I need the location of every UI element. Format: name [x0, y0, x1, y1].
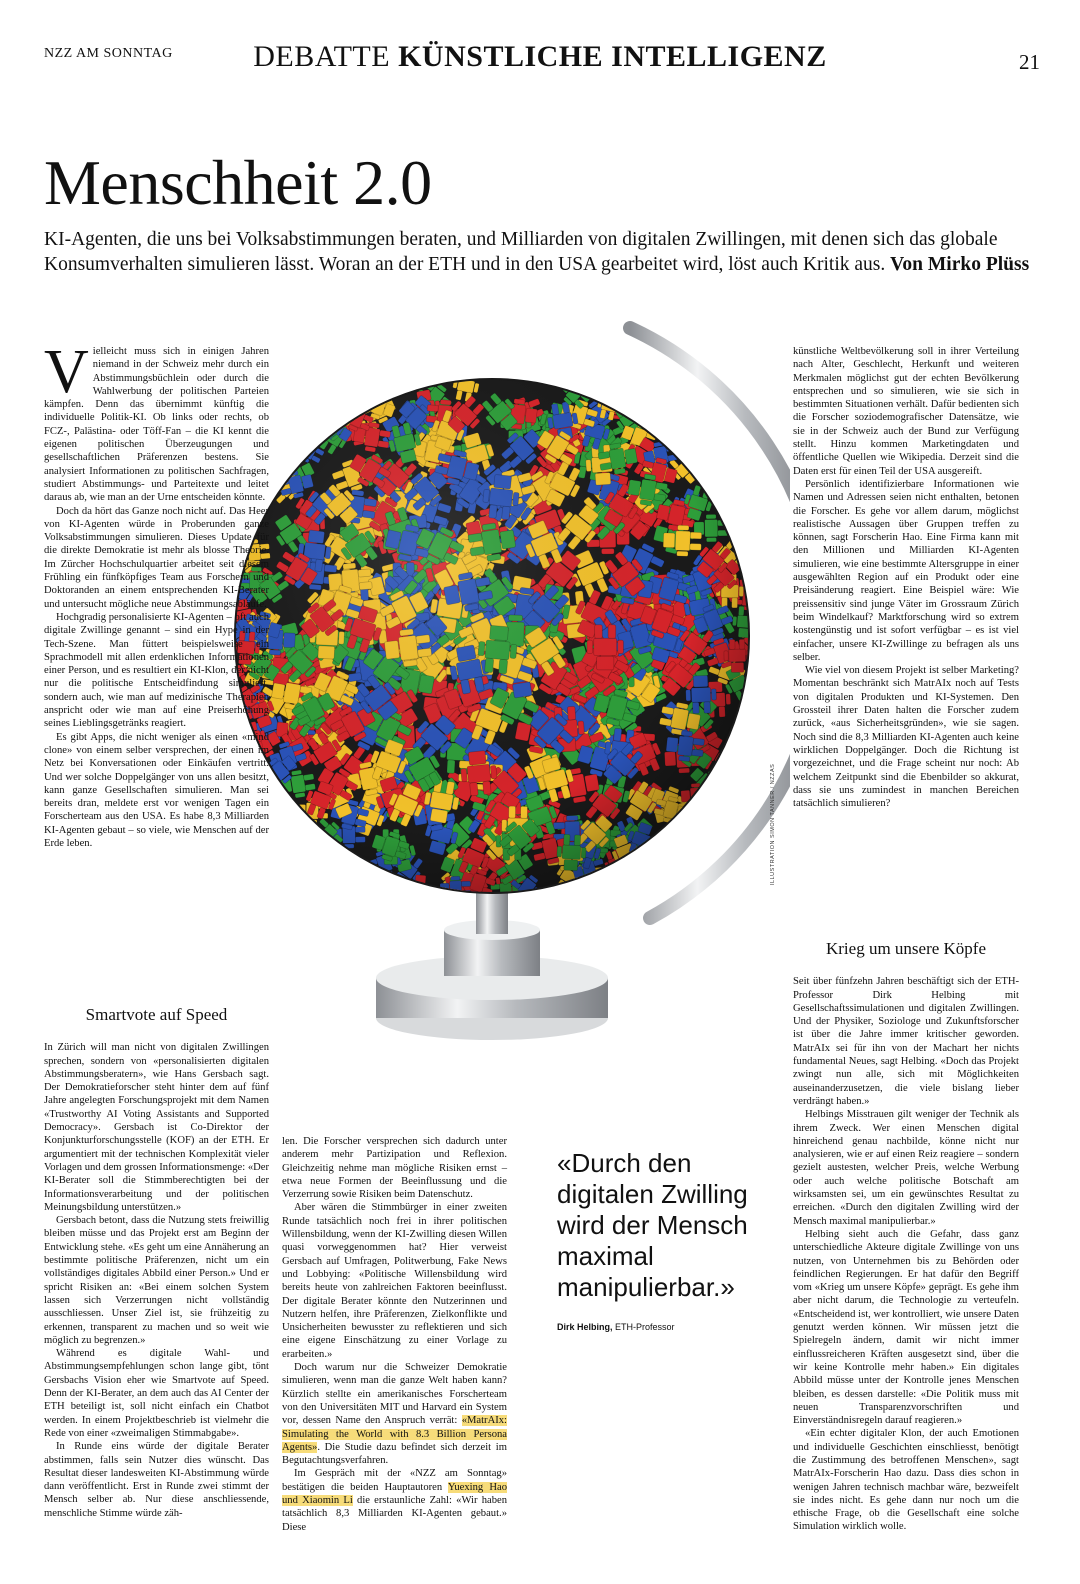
lead-paragraph	[44, 228, 1034, 277]
paragraph: Helbing sieht auch die Gefahr, dass ganz unterschiedliche Akteure digitale Zwillinge von uns nutzen, von Unternehmen bis zu Behörden oder feindlichen Regierungen. Er hat dafür den Begriff vom «Krieg um unsere Köpfe» geprägt. Es gehe ihm aber nicht darum, die Technologie zu verteufeln. «Entscheidend ist, wer kontrolliert, wie unsere Daten genutzt werden können. Wir müssen jetzt die Spielregeln ändern, damit wir nicht immer einflussreicheren Kräften ausgesetzt sind, über die wir keine Kontrolle mehr haben.» Ein digitales Abbild müsse unter der Kontrolle jenes Menschen bleiben, es dessen darstelle: «Die Politik muss mit neuen Transparenzvorschriften und Einverständnisregeln darauf reagieren.»	[793, 1228, 1019, 1427]
paragraph	[282, 1361, 507, 1467]
paragraph: In Zürich will man nicht von digitalen Zwillingen sprechen, sondern von «personalisierten digitalen Abstimmungsberatern», wie Hans Gersbach sagt. Der Demokratieforscher steht hinter dem auf fünf Jahre angelegten Forschungsprojekt mit dem Namen «Trustworthy AI Voting Assistants and Supported Democracy». Gersbach ist Co-Direktor der Konjunkturforschungsstelle (KOF) an der ETH. Er argumentiert mit der technischen Komplexität vieler Vorlagen und dem grossen Informationsmenge: «Der KI-Berater soll die Stimmberechtigten bei der Informationsverarbeitung und der politischen Meinungsbildung unterstützen.»	[44, 1042, 269, 1213]
column-2	[282, 1135, 507, 1534]
quote-author: Dirk Helbing,	[557, 1322, 613, 1332]
pull-quote: «Durch den digitalen Zwilling wird der Mensch maximal manipulierbar.»	[557, 1148, 748, 1302]
column-1	[44, 338, 269, 850]
paragraph: Wie viel von diesem Projekt ist selber Marketing? Momentan beschränkt sich MatrAIx noch auf Tests von digitalen Produkten und KI-Systemen. Den Grossteil ihrer Daten halten die Forscher zudem zurück, «aus Sicherheitsgründen», wie sie sagen. Noch sind die 8,3 Milliarden KI-Agenten auch keine wirklichen Doppelgänger. Doch die Richtung ist vorgezeichnet, und die Frage scheint nur noch: Ab welchem Zeitpunkt sind die Ebenbilder so akkurat, dass sie uns zumindest in manchen Bereichen tatsächlich simulieren?	[793, 665, 1019, 810]
page-number: 21	[1019, 50, 1040, 74]
byline: Von Mirko Plüss	[890, 253, 1030, 275]
paragraph-text: die erstaunliche Zahl: «Wir haben tatsächlich 8,3 Milliarden KI-Agenten gebaut.» Diese	[282, 1495, 507, 1533]
paragraph: Persönlich identifizierbare Informationen wie Namen und Adressen seien nicht enthalten, betonen die Forscher. Es gehe vor allem darum, möglichst realistische Aussagen über Gruppen treffen zu können, sagt Forscherin Hao. Eine Firma kann mit den Millionen und Milliarden KI-Agenten simulieren, wie eine bestimmte Altersgruppe in einer ausgewählten Region auf ein Produkt oder eine Preisänderung reagiert. Eine Beispiel wäre: Wie preissensitiv sind junge Väter im Grossraum Zürich beim Windelkauf? Marktforschung wird so extrem kostengünstig und ist sofort verfügbar – es ist viel einfacher, unsere KI-Zwillinge zu befragen als uns selber.	[793, 478, 1019, 663]
drop-cap: V	[44, 338, 89, 406]
headline: Menschheit 2.0	[44, 147, 432, 218]
highlighted-study-title: «MatrAIx: Simulating the World with 8.3 Billion Persona Agents»	[282, 1415, 507, 1453]
paragraph: In Runde eins würde der digitale Berater abstimmen, falls sein Nutzer dies wünscht. Das Resultat dieser landesweiten KI-Abstimmung würde dann veröffentlicht. Erst in Runde zwei stimmt der Mensch selber ab. Nur diese anschliessende, menschliche Stimme würde zäh-	[44, 1441, 269, 1519]
paragraph: len. Die Forscher versprechen sich dadurch unter anderem mehr Partizipation und Reflexion. Gleichzeitig nehme man mögliche Risiken ernst – etwa neue Formen der Beeinflussung und die Verzerrung sowie Risiken beim Datenschutz.	[282, 1136, 507, 1201]
paragraph-text: . Die Studie dazu befindet sich derzeit im Begutachtungsverfahren.	[282, 1441, 507, 1467]
illustration-credit: ILLUSTRATION SIMON TANNER / NZZAS	[770, 763, 776, 885]
globe-illustration	[210, 318, 790, 1058]
paragraph: Doch da hört das Ganze noch nicht auf. Das Heer von KI-Agenten würde in Proberunden ganze Volksabstimmungen simulieren. Dieses Update für die direkte Demokratie ist mehr als blosse Theorie. Im Zürcher Hochschulquartier arbeitet seit diesem Frühling ein fünfköpfiges Team aus Forschern und Doktoranden an einem entsprechenden KI-Berater und untersucht mögliche neue Abstimmungsabläufe.	[44, 505, 269, 610]
paragraph: künstliche Weltbevölkerung soll in ihrer Verteilung nach Alter, Geschlecht, Herkunft und weiteren Merkmalen möglichst gut der echten Bevölkerung entsprechen und so simulieren, wie sie sich in bestimmten Situationen verhält. Dafür bedienten sich die Forscher soziodemografischer Datensätze, wie sie in der Schweiz auch der Bund zur Verfügung stellt. Hinzu kommen Marketingdaten und öffentliche Quellen wie Wikipedia. Derzeit sind die Daten erst für einen Teil der USA ausgereift.	[793, 346, 1019, 477]
paragraph-text: Im Gespräch mit der «NZZ am Sonntag» bestätigen die beiden Hauptautoren	[282, 1468, 507, 1493]
column-1-section	[44, 1005, 269, 1520]
section-title-light: DEBATTE	[253, 40, 391, 73]
highlighted-authors: Yuexing Hao und Xiaomin Li	[282, 1481, 507, 1507]
quote-role: ETH-Professor	[612, 1322, 675, 1332]
column-4	[793, 345, 1019, 810]
paragraph: Gersbach betont, dass die Nutzung stets freiwillig bleiben müsse und das Projekt erst am Beginn der Entwicklung stehe. «Es geht um eine Annäherung an bestimmte politische Präferenzen, nicht um ein vollständiges digitales Abbild einer Person.» Und er spricht Risiken an: «Bei einem solchen System lassen sich Verzerrungen nicht vollständig ausschliessen. Unser Ziel ist, sie frühzeitig zu erkennen, transparent zu machen und so weit wie möglich zu begrenzen.»	[44, 1215, 269, 1346]
paragraph: Es gibt Apps, die nicht weniger als einen «mind clone» von einem selber versprechen, der einen im Netz bei Konversationen oder Einkäufen vertritt. Und wer solche Doppelgänger von uns allen besitzt, kann ganze Gesellschaften simulieren. Man sei bereits dran, meldete erst vor wenigen Tagen ein Forscherteam aus den USA. Es habe 8,3 Milliarden KI-Agenten gebaut – so viele, wie Menschen auf der Erde leben.	[44, 731, 269, 849]
section-title-bold: KÜNSTLICHE INTELLIGENZ	[398, 40, 827, 73]
column-4-section	[793, 939, 1019, 1534]
paragraph: Helbings Misstrauen gilt weniger der Technik als ihrem Zweck. Wer einen Menschen digital hinreichend genau nachbilde, könne nicht nur analysieren, wie er auf einen Reiz reagiere – sondern gezielt austesten, welcher Preis, welche Werbung oder auch welche politische Botschaft am wirksamsten sei, um ein gewünschtes Resultat zu erreichen. «Durch den digitalen Zwilling wird der Mensch maximal manipulierbar.»	[793, 1109, 1019, 1227]
paragraph-text: ielleicht muss sich in einigen Jahren niemand in der Schweiz mehr durch ein Abstimmungsbüchlein oder durch die Wahlwerbung der politischen Parteien kämpfen. Denn das übernimmt künftig die individuelle Politik-KI. Ob links oder rechts, ob FCZ-, Palästina- oder Töff-Fan – die KI kennt die eigenen politischen Überzeugungen und gesellschaftlichen Präferenzen bestens. Sie analysiert Informationen zu politischen Sachfragen, studiert Abstimmungs- und Parteitexte und leitet daraus ab, wie man an der Urne entscheiden könnte.	[44, 346, 269, 504]
paragraph: Während es digitale Wahl- und Abstimmungsempfehlungen schon lange gibt, tönt Gersbachs Vision eher wie Smartvote auf Speed. Denn der KI-Berater, an dem auch das AI Center der ETH beteiligt ist, soll nicht einfach ein Chatbot werden. In einem Projektbeschrieb ist vielmehr die Rede von einer «zweimaligen Stimmabgabe».	[44, 1348, 269, 1439]
paragraph	[282, 1467, 507, 1533]
paragraph: Seit über fünfzehn Jahren beschäftigt sich der ETH-Professor Dirk Helbing mit Gesellschaftssimulationen und digitalen Zwillingen. Und der Physiker, Soziologe und Zukunftsforscher ist über die Jahre immer kritischer geworden. MatrAIx sei für ihn von der Machart her nichts fundamental Neues, sagt Helbing. «Doch das Projekt zwingt nun alle, sich mit Möglichkeiten auseinanderzusetzen, die viele bislang lieber verdrängt haben.»	[793, 976, 1019, 1107]
paragraph	[44, 338, 269, 505]
lead-text: KI-Agenten, die uns bei Volksabstimmungen beraten, und Milliarden von digitalen Zwillingen, mit denen sich das globale Konsumverhalten simulieren lässt. Woran an der ETH und in den USA gearbeitet wird, löst auch Kritik aus.	[44, 229, 998, 275]
paragraph: «Ein echter digitaler Klon, der auch Emotionen und individuelle Geschichten einschliesst, benötigt die Zustimmung des betroffenen Menschen», sagt MatrAIx-Forscherin Hao dazu. Dass dies schon in wenigen Jahren technisch machbar wäre, bezweifelt sie indes nicht. Es gehe dann nur noch um die ethische Frage, ob die Gesellschaft eine solche Simulation wirklich wolle.	[793, 1428, 1019, 1533]
paragraph: Hochgradig personalisierte KI-Agenten – oft auch digitale Zwillinge genannt – sind ein Hype in der Tech-Szene. Man füttert beispielsweise ein Sprachmodell mit allen erdenklichen Informationen einer Person, und es resultiert ein KI-Klon, der nicht nur die politische Entscheidfindung simuliert, sondern auch, wie man auf medizinische Therapien anspricht oder wie man auf eine Preiserhöhung seines Lieblingsgetränks reagiert.	[44, 611, 269, 730]
subheading: Krieg um unsere Köpfe	[825, 939, 987, 958]
newspaper-name: NZZ AM SONNTAG	[44, 46, 173, 61]
section-title	[0, 40, 1080, 74]
paragraph-text: Doch warum nur die Schweizer Demokratie simulieren, wenn man die ganze Welt haben kann? Kürzlich stellte ein amerikanisches Forscherteam von den Universitäten MIT und Harvard ein System vor, dessen Name den Anspruch verrät:	[282, 1362, 507, 1427]
quote-credit	[557, 1322, 675, 1332]
paragraph: Aber wären die Stimmbürger in einer zweiten Runde tatsächlich noch frei in ihrer politischen Willensbildung, wenn der KI-Zwilling diesen Willen quasi vorweggenommen hat? Hier verweist Gersbach auf Umfragen, Politwerbung, Fake News und Lobbying: «Politische Willensbildung wird bereits heute von zahlreichen Faktoren beeinflusst. Der digitale Berater könnte den Nutzerinnen und Nutzern helfen, ihre Präferenzen, Zielkonflikte und Unsicherheiten bewusster zu reflektieren und sich eine eigene Einschätzung zu einer Vorlage zu erarbeiten.»	[282, 1202, 507, 1360]
subheading: Smartvote auf Speed	[85, 1005, 228, 1024]
